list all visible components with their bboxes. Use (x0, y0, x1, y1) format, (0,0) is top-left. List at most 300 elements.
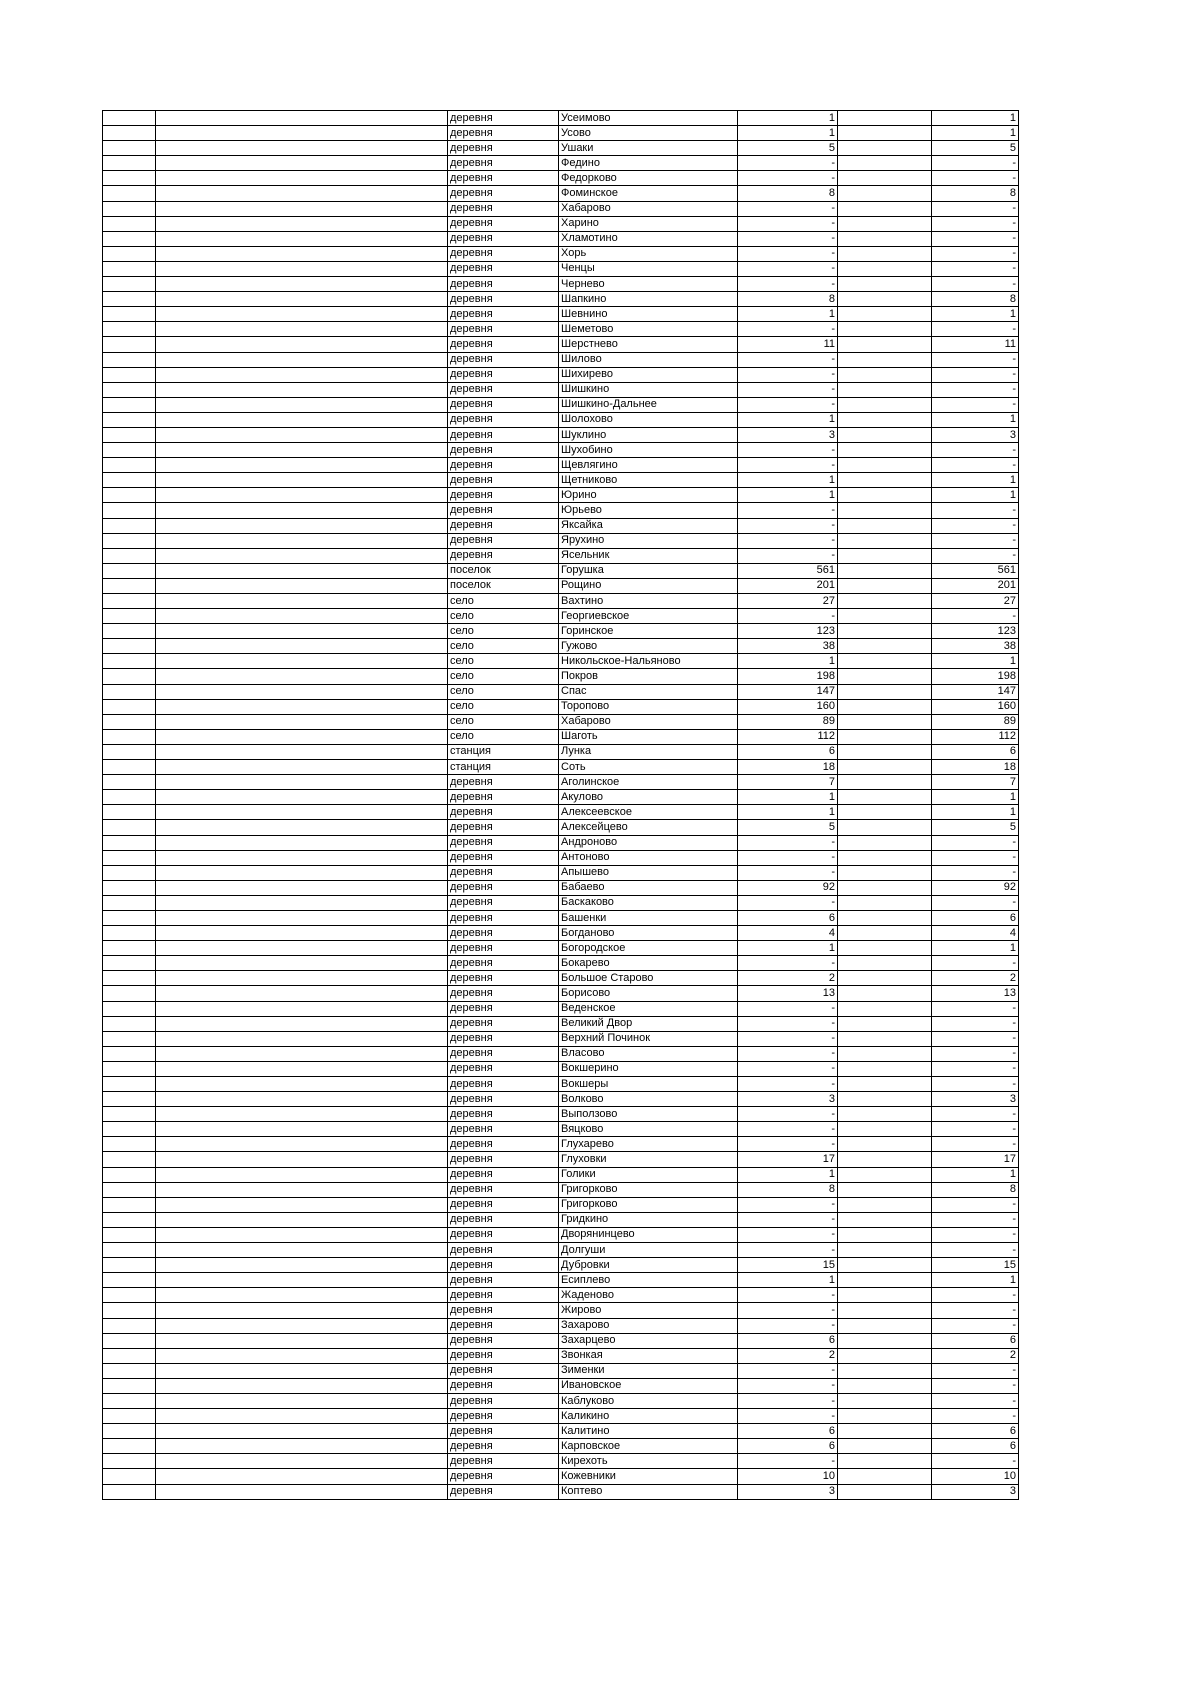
table-row (103, 246, 1019, 261)
total-cell: 15 (932, 1258, 1019, 1273)
empty-cell-a (103, 1258, 156, 1273)
settlement-type-cell: деревня (448, 1001, 559, 1016)
total-cell: 201 (932, 578, 1019, 593)
settlement-type-cell: деревня (448, 895, 559, 910)
empty-cell-b (156, 1197, 448, 1212)
count-cell: 2 (738, 971, 838, 986)
count-cell: 11 (738, 337, 838, 352)
total-cell: - (932, 1122, 1019, 1137)
count-cell: - (738, 1016, 838, 1031)
count-cell: - (738, 1212, 838, 1227)
empty-cell-c (838, 518, 932, 533)
empty-cell-a (103, 1122, 156, 1137)
empty-cell-c (838, 156, 932, 171)
empty-cell-c (838, 971, 932, 986)
empty-cell-a (103, 1333, 156, 1348)
settlement-type-cell: деревня (448, 382, 559, 397)
empty-cell-b (156, 699, 448, 714)
empty-cell-c (838, 790, 932, 805)
count-cell: 160 (738, 699, 838, 714)
count-cell: 15 (738, 1258, 838, 1273)
empty-cell-b (156, 744, 448, 759)
table-row (103, 1077, 1019, 1092)
empty-cell-b (156, 910, 448, 925)
empty-cell-c (838, 1107, 932, 1122)
settlement-name-cell: Хабарово (559, 714, 738, 729)
settlement-name-cell: Бабаево (559, 880, 738, 895)
count-cell: 1 (738, 473, 838, 488)
settlement-name-cell: Шуклино (559, 427, 738, 442)
settlement-name-cell: Шолохово (559, 412, 738, 427)
empty-cell-b (156, 1016, 448, 1031)
settlement-name-cell: Захарцево (559, 1333, 738, 1348)
empty-cell-a (103, 231, 156, 246)
settlement-type-cell: село (448, 624, 559, 639)
settlement-name-cell: Богородское (559, 941, 738, 956)
settlement-type-cell: село (448, 684, 559, 699)
settlement-type-cell: деревня (448, 1393, 559, 1408)
count-cell: - (738, 895, 838, 910)
empty-cell-c (838, 488, 932, 503)
settlement-name-cell: Захарово (559, 1318, 738, 1333)
settlement-type-cell: деревня (448, 1122, 559, 1137)
empty-cell-c (838, 1061, 932, 1076)
table-row (103, 820, 1019, 835)
settlement-type-cell: деревня (448, 850, 559, 865)
count-cell: - (738, 1454, 838, 1469)
empty-cell-b (156, 201, 448, 216)
empty-cell-b (156, 1107, 448, 1122)
total-cell: 1 (932, 1167, 1019, 1182)
count-cell: - (738, 609, 838, 624)
empty-cell-c (838, 1409, 932, 1424)
count-cell: - (738, 201, 838, 216)
table-row (103, 322, 1019, 337)
table-row (103, 231, 1019, 246)
empty-cell-a (103, 382, 156, 397)
empty-cell-a (103, 126, 156, 141)
table-row (103, 1197, 1019, 1212)
empty-cell-a (103, 1031, 156, 1046)
empty-cell-c (838, 1424, 932, 1439)
settlement-type-cell: село (448, 714, 559, 729)
empty-cell-c (838, 956, 932, 971)
empty-cell-b (156, 156, 448, 171)
empty-cell-b (156, 1243, 448, 1258)
empty-cell-c (838, 744, 932, 759)
total-cell: - (932, 261, 1019, 276)
settlement-type-cell: деревня (448, 805, 559, 820)
empty-cell-c (838, 533, 932, 548)
empty-cell-c (838, 1092, 932, 1107)
count-cell: 92 (738, 880, 838, 895)
count-cell: 1 (738, 111, 838, 126)
total-cell: - (932, 201, 1019, 216)
count-cell: 112 (738, 729, 838, 744)
settlement-type-cell: село (448, 594, 559, 609)
empty-cell-c (838, 1167, 932, 1182)
table-row (103, 1273, 1019, 1288)
count-cell: 6 (738, 1424, 838, 1439)
total-cell: 6 (932, 1439, 1019, 1454)
empty-cell-b (156, 246, 448, 261)
settlement-name-cell: Кожевники (559, 1469, 738, 1484)
table-row (103, 156, 1019, 171)
empty-cell-b (156, 790, 448, 805)
empty-cell-c (838, 1258, 932, 1273)
settlement-type-cell: деревня (448, 322, 559, 337)
total-cell: - (932, 1107, 1019, 1122)
table-row (103, 639, 1019, 654)
count-cell: 1 (738, 941, 838, 956)
count-cell: 17 (738, 1152, 838, 1167)
table-row (103, 111, 1019, 126)
empty-cell-c (838, 1077, 932, 1092)
total-cell: 5 (932, 141, 1019, 156)
total-cell: - (932, 1001, 1019, 1016)
table-row (103, 669, 1019, 684)
empty-cell-b (156, 307, 448, 322)
empty-cell-a (103, 458, 156, 473)
table-row (103, 1152, 1019, 1167)
settlement-name-cell: Яксайка (559, 518, 738, 533)
total-cell: - (932, 1212, 1019, 1227)
empty-cell-c (838, 609, 932, 624)
empty-cell-a (103, 1152, 156, 1167)
count-cell: 3 (738, 1092, 838, 1107)
empty-cell-a (103, 956, 156, 971)
settlement-type-cell: деревня (448, 1031, 559, 1046)
settlement-name-cell: Спас (559, 684, 738, 699)
empty-cell-a (103, 261, 156, 276)
total-cell: 198 (932, 669, 1019, 684)
empty-cell-c (838, 231, 932, 246)
empty-cell-c (838, 594, 932, 609)
empty-cell-b (156, 1348, 448, 1363)
empty-cell-b (156, 1137, 448, 1152)
settlements-table (102, 110, 1019, 1500)
total-cell: 561 (932, 563, 1019, 578)
settlement-type-cell: деревня (448, 1288, 559, 1303)
table-row (103, 277, 1019, 292)
empty-cell-a (103, 503, 156, 518)
count-cell: - (738, 1363, 838, 1378)
empty-cell-c (838, 1197, 932, 1212)
settlement-name-cell: Шишкино-Дальнее (559, 397, 738, 412)
table-row (103, 1046, 1019, 1061)
total-cell: - (932, 352, 1019, 367)
settlement-name-cell: Шишкино (559, 382, 738, 397)
empty-cell-b (156, 729, 448, 744)
settlement-name-cell: Щевлягино (559, 458, 738, 473)
total-cell: 27 (932, 594, 1019, 609)
total-cell: - (932, 1378, 1019, 1393)
table-row (103, 1122, 1019, 1137)
settlement-name-cell: Фоминское (559, 186, 738, 201)
empty-cell-a (103, 1046, 156, 1061)
empty-cell-c (838, 714, 932, 729)
total-cell: 123 (932, 624, 1019, 639)
empty-cell-b (156, 1182, 448, 1197)
settlement-name-cell: Жаденово (559, 1288, 738, 1303)
table-row (103, 1243, 1019, 1258)
settlement-type-cell: деревня (448, 1303, 559, 1318)
settlement-type-cell: деревня (448, 1061, 559, 1076)
settlement-name-cell: Звонкая (559, 1348, 738, 1363)
empty-cell-b (156, 231, 448, 246)
table-row (103, 397, 1019, 412)
settlement-name-cell: Жирово (559, 1303, 738, 1318)
empty-cell-b (156, 1409, 448, 1424)
empty-cell-b (156, 805, 448, 820)
table-row (103, 1303, 1019, 1318)
count-cell: 38 (738, 639, 838, 654)
empty-cell-b (156, 1046, 448, 1061)
empty-cell-a (103, 186, 156, 201)
empty-cell-a (103, 1363, 156, 1378)
empty-cell-c (838, 246, 932, 261)
count-cell: - (738, 1061, 838, 1076)
total-cell: - (932, 216, 1019, 231)
total-cell: - (932, 533, 1019, 548)
settlement-type-cell: деревня (448, 277, 559, 292)
total-cell: - (932, 1137, 1019, 1152)
settlement-type-cell: деревня (448, 835, 559, 850)
empty-cell-a (103, 1197, 156, 1212)
empty-cell-a (103, 941, 156, 956)
total-cell: - (932, 1318, 1019, 1333)
empty-cell-c (838, 1348, 932, 1363)
settlement-name-cell: Большое Старово (559, 971, 738, 986)
total-cell: - (932, 156, 1019, 171)
total-cell: - (932, 397, 1019, 412)
settlement-name-cell: Ченцы (559, 261, 738, 276)
empty-cell-c (838, 1393, 932, 1408)
total-cell: - (932, 1303, 1019, 1318)
settlement-type-cell: деревня (448, 1212, 559, 1227)
empty-cell-b (156, 865, 448, 880)
total-cell: 1 (932, 111, 1019, 126)
settlement-type-cell: деревня (448, 171, 559, 186)
empty-cell-c (838, 639, 932, 654)
empty-cell-c (838, 1439, 932, 1454)
settlement-name-cell: Акулово (559, 790, 738, 805)
empty-cell-b (156, 1318, 448, 1333)
count-cell: 8 (738, 1182, 838, 1197)
empty-cell-b (156, 669, 448, 684)
count-cell: 5 (738, 820, 838, 835)
total-cell: 6 (932, 1333, 1019, 1348)
settlement-name-cell: Шухобино (559, 443, 738, 458)
empty-cell-c (838, 216, 932, 231)
count-cell: - (738, 171, 838, 186)
total-cell: 3 (932, 1092, 1019, 1107)
empty-cell-c (838, 1288, 932, 1303)
empty-cell-b (156, 563, 448, 578)
settlement-type-cell: поселок (448, 578, 559, 593)
empty-cell-c (838, 261, 932, 276)
empty-cell-c (838, 352, 932, 367)
empty-cell-b (156, 352, 448, 367)
empty-cell-b (156, 186, 448, 201)
empty-cell-b (156, 261, 448, 276)
empty-cell-b (156, 1227, 448, 1242)
empty-cell-b (156, 1393, 448, 1408)
total-cell: - (932, 850, 1019, 865)
empty-cell-b (156, 111, 448, 126)
table-row (103, 1393, 1019, 1408)
empty-cell-a (103, 986, 156, 1001)
empty-cell-a (103, 790, 156, 805)
empty-cell-c (838, 1273, 932, 1288)
empty-cell-c (838, 578, 932, 593)
empty-cell-c (838, 805, 932, 820)
count-cell: - (738, 1031, 838, 1046)
count-cell: - (738, 1243, 838, 1258)
table-row (103, 880, 1019, 895)
empty-cell-c (838, 775, 932, 790)
table-row (103, 1363, 1019, 1378)
settlement-name-cell: Голики (559, 1167, 738, 1182)
count-cell: - (738, 1409, 838, 1424)
settlement-type-cell: деревня (448, 1454, 559, 1469)
settlement-name-cell: Шевнино (559, 307, 738, 322)
empty-cell-b (156, 277, 448, 292)
empty-cell-a (103, 1001, 156, 1016)
empty-cell-a (103, 1212, 156, 1227)
empty-cell-c (838, 1469, 932, 1484)
table-row (103, 594, 1019, 609)
empty-cell-a (103, 201, 156, 216)
empty-cell-b (156, 880, 448, 895)
count-cell: 1 (738, 654, 838, 669)
total-cell: - (932, 548, 1019, 563)
count-cell: - (738, 1107, 838, 1122)
settlement-type-cell: деревня (448, 775, 559, 790)
settlement-type-cell: деревня (448, 986, 559, 1001)
settlement-name-cell: Шеметово (559, 322, 738, 337)
settlement-name-cell: Коптево (559, 1484, 738, 1499)
settlement-type-cell: деревня (448, 156, 559, 171)
empty-cell-a (103, 1348, 156, 1363)
count-cell: - (738, 352, 838, 367)
empty-cell-a (103, 805, 156, 820)
empty-cell-b (156, 443, 448, 458)
empty-cell-a (103, 216, 156, 231)
settlement-type-cell: деревня (448, 1409, 559, 1424)
settlement-type-cell: деревня (448, 307, 559, 322)
settlement-type-cell: деревня (448, 1378, 559, 1393)
table-row (103, 760, 1019, 775)
empty-cell-c (838, 277, 932, 292)
total-cell: - (932, 609, 1019, 624)
count-cell: - (738, 1077, 838, 1092)
settlement-name-cell: Ушаки (559, 141, 738, 156)
empty-cell-a (103, 850, 156, 865)
empty-cell-c (838, 1363, 932, 1378)
total-cell: - (932, 1363, 1019, 1378)
total-cell: 1 (932, 654, 1019, 669)
settlement-name-cell: Шапкино (559, 292, 738, 307)
settlement-type-cell: деревня (448, 910, 559, 925)
empty-cell-b (156, 1152, 448, 1167)
empty-cell-b (156, 427, 448, 442)
settlement-name-cell: Федорково (559, 171, 738, 186)
total-cell: - (932, 1227, 1019, 1242)
empty-cell-b (156, 171, 448, 186)
empty-cell-c (838, 141, 932, 156)
settlement-name-cell: Апышево (559, 865, 738, 880)
settlement-type-cell: деревня (448, 548, 559, 563)
settlement-type-cell: деревня (448, 1107, 559, 1122)
settlement-type-cell: деревня (448, 1318, 559, 1333)
empty-cell-c (838, 1152, 932, 1167)
count-cell: 2 (738, 1348, 838, 1363)
count-cell: 123 (738, 624, 838, 639)
total-cell: - (932, 458, 1019, 473)
count-cell: 1 (738, 488, 838, 503)
settlement-name-cell: Кирехоть (559, 1454, 738, 1469)
settlement-name-cell: Калитино (559, 1424, 738, 1439)
count-cell: 6 (738, 1439, 838, 1454)
empty-cell-b (156, 322, 448, 337)
table-row (103, 895, 1019, 910)
count-cell: - (738, 503, 838, 518)
table-row (103, 503, 1019, 518)
settlement-type-cell: деревня (448, 458, 559, 473)
empty-cell-a (103, 307, 156, 322)
settlement-name-cell: Долгуши (559, 1243, 738, 1258)
empty-cell-c (838, 1318, 932, 1333)
total-cell: - (932, 1454, 1019, 1469)
settlement-name-cell: Григорково (559, 1197, 738, 1212)
settlement-name-cell: Хабарово (559, 201, 738, 216)
total-cell: 18 (932, 760, 1019, 775)
empty-cell-a (103, 277, 156, 292)
table-row (103, 1378, 1019, 1393)
empty-cell-b (156, 518, 448, 533)
empty-cell-a (103, 729, 156, 744)
settlement-name-cell: Юрьево (559, 503, 738, 518)
total-cell: 3 (932, 427, 1019, 442)
total-cell: - (932, 1288, 1019, 1303)
settlement-type-cell: село (448, 669, 559, 684)
empty-cell-b (156, 1212, 448, 1227)
settlement-name-cell: Усеимово (559, 111, 738, 126)
total-cell: - (932, 277, 1019, 292)
settlement-name-cell: Шаготь (559, 729, 738, 744)
settlement-type-cell: деревня (448, 292, 559, 307)
settlement-type-cell: деревня (448, 1258, 559, 1273)
empty-cell-a (103, 1393, 156, 1408)
table-row (103, 865, 1019, 880)
settlement-name-cell: Борисово (559, 986, 738, 1001)
count-cell: - (738, 458, 838, 473)
empty-cell-a (103, 1288, 156, 1303)
settlement-name-cell: Великий Двор (559, 1016, 738, 1031)
count-cell: 3 (738, 427, 838, 442)
table-row (103, 1409, 1019, 1424)
empty-cell-c (838, 880, 932, 895)
empty-cell-a (103, 1378, 156, 1393)
table-row (103, 261, 1019, 276)
empty-cell-b (156, 458, 448, 473)
empty-cell-c (838, 563, 932, 578)
empty-cell-b (156, 1288, 448, 1303)
total-cell: 1 (932, 488, 1019, 503)
table-row (103, 1318, 1019, 1333)
empty-cell-c (838, 1212, 932, 1227)
